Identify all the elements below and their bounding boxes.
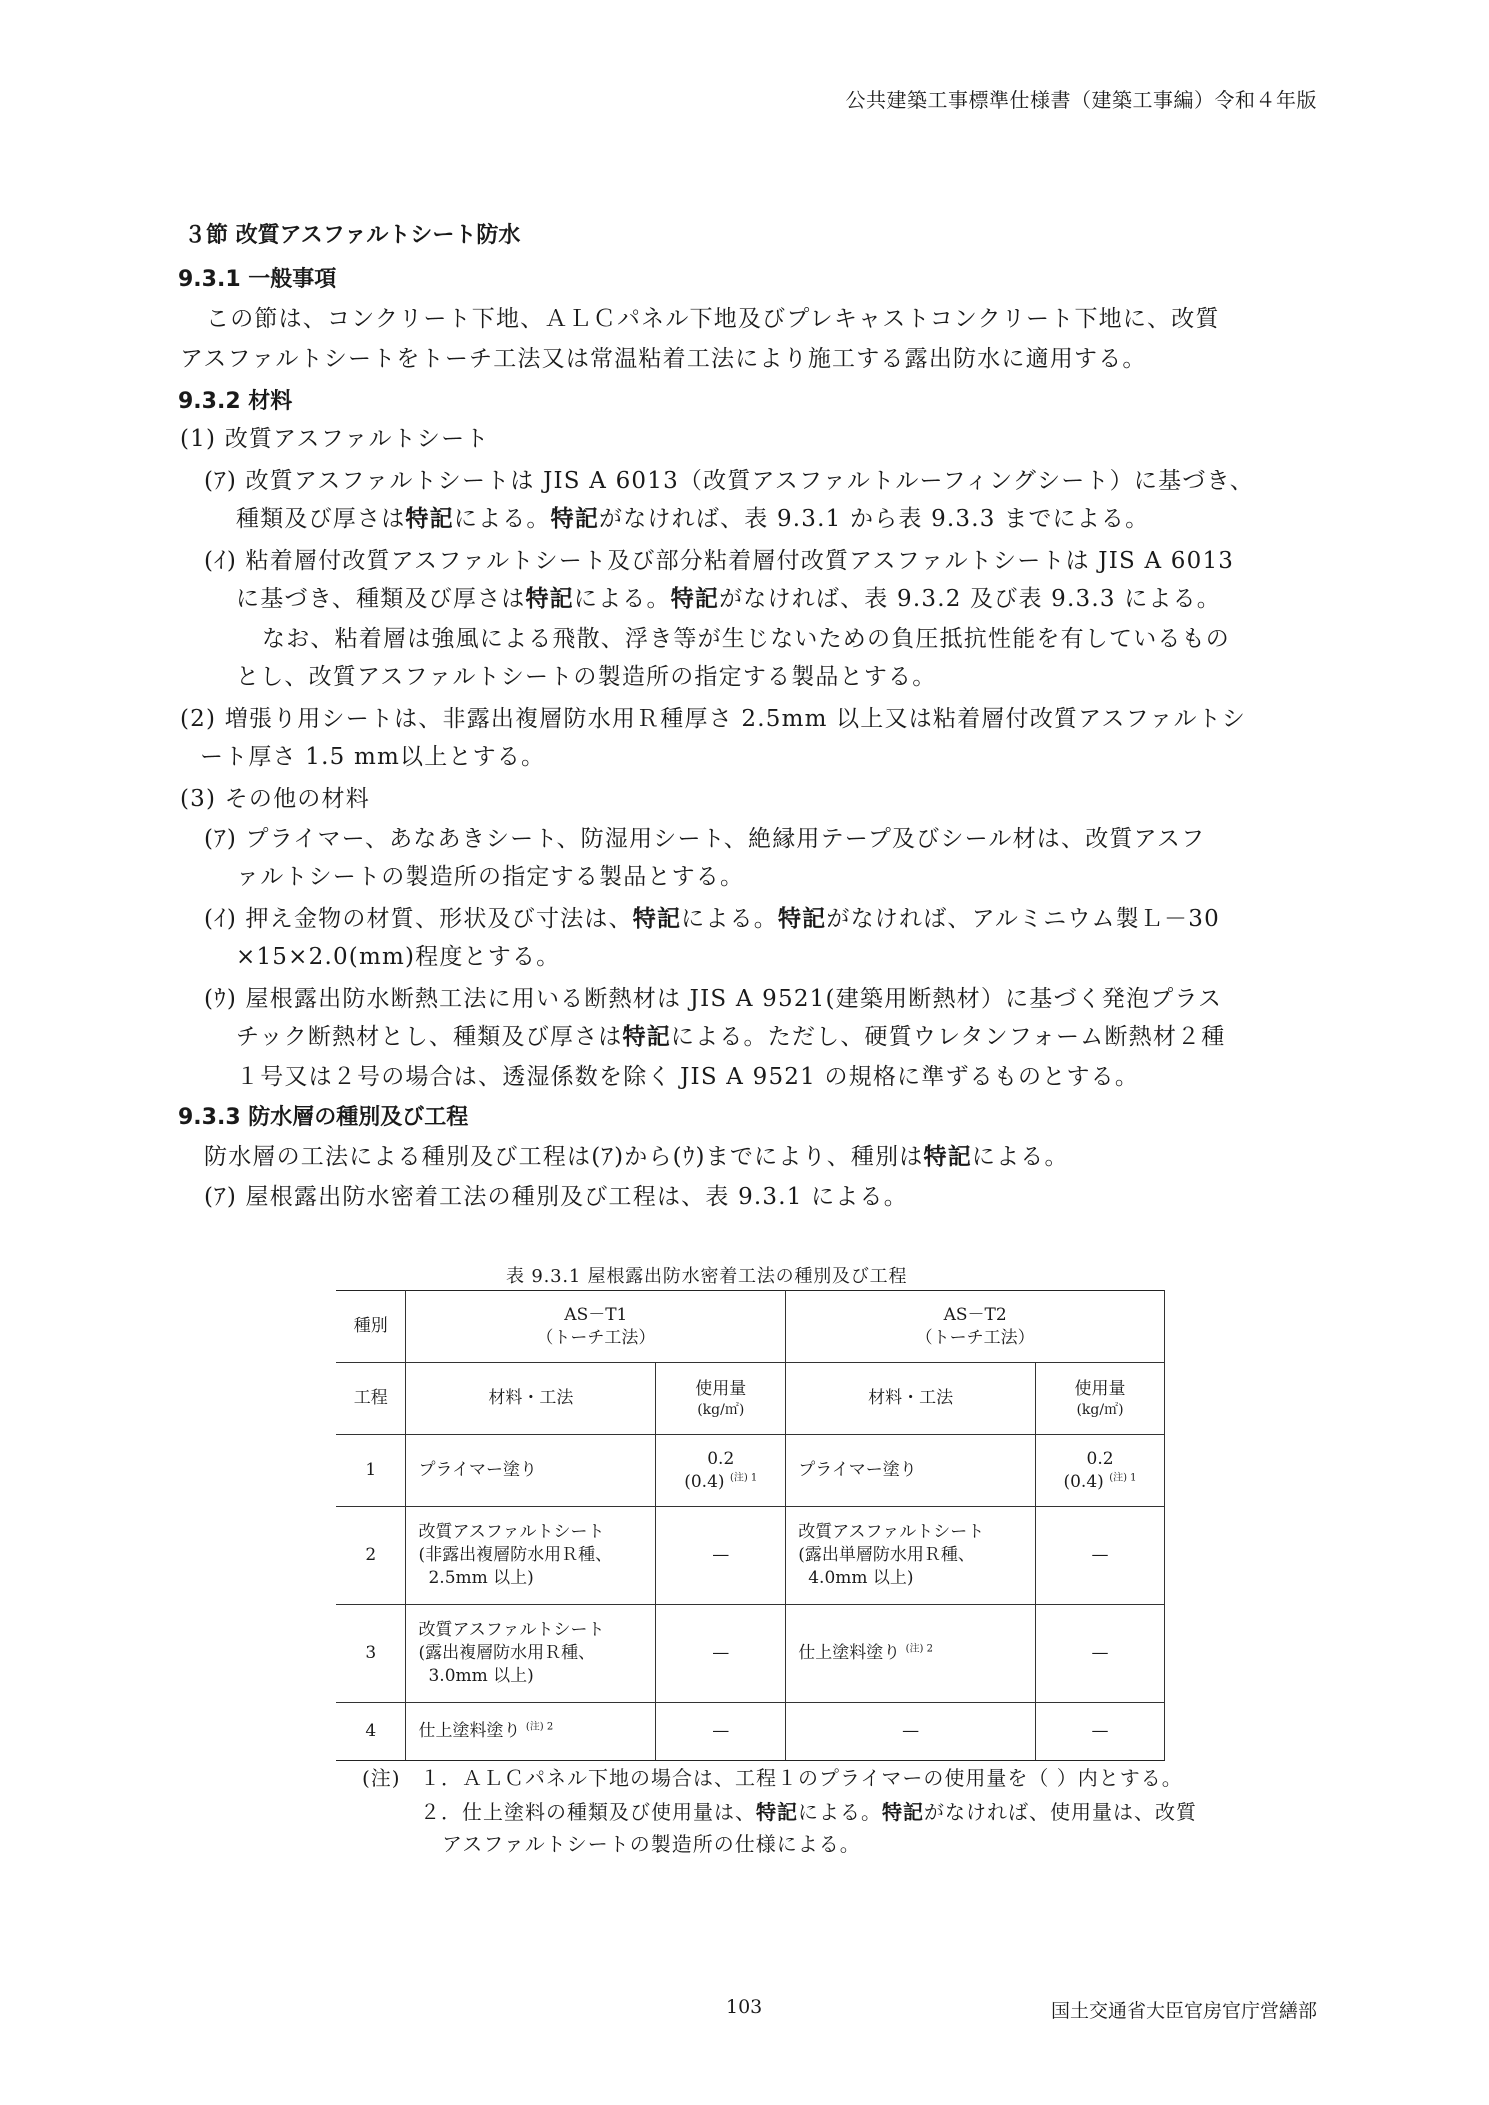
process-table xyxy=(336,1290,1165,1761)
table-row: 4 仕上塗料塗り $^{(注) 2}$ — — — xyxy=(336,1703,1165,1761)
table-row: 2 改質アスファルトシート (非露出複層防水用Ｒ種、 2.5mm 以上) — 改質アスファルトシート (露出単層防水用Ｒ種、 4.0mm 以上) — xyxy=(336,1507,1165,1605)
table-row: 3 改質アスファルトシート (露出複層防水用Ｒ種、 3.0mm 以上) — 仕上塗料塗り $^{(注) 2}$ — xyxy=(336,1605,1165,1703)
paragraph-line: ×15×2.0(mm)程度とする。 xyxy=(236,944,561,970)
table-header-row xyxy=(336,1291,1165,1363)
paragraph-line: とし、改質アスファルトシートの製造所の指定する製品とする。 xyxy=(236,664,937,690)
paragraph-line: チック断熱材とし、種類及び厚さは特記による。ただし、硬質ウレタンフォーム断熱材２種 xyxy=(236,1024,1226,1050)
paragraph-line: １号又は２号の場合は、透湿係数を除く JIS A 9521 の規格に準ずるものとする。 xyxy=(236,1064,1140,1090)
section-title: ３節 改質アスファルトシート防水 xyxy=(184,223,521,248)
list-item: (3) その他の材料 xyxy=(180,786,370,812)
list-item: (ｲ) 粘着層付改質アスファルトシート及び部分粘着層付改質アスファルトシートは JIS A 6013 xyxy=(204,548,1235,574)
paragraph-line: この節は、コンクリート下地、ＡＬＣパネル下地及びプレキャストコンクリート下地に、改質 xyxy=(206,306,1220,332)
notes-label: (注) xyxy=(362,1766,401,1790)
footer-organization: 国土交通省大臣官房官庁営繕部 xyxy=(1050,2000,1317,2022)
heading-9-3-1: 9.3.1 一般事項 xyxy=(178,267,337,292)
paragraph-line: アスファルトシートをトーチ工法又は常温粘着工法により施工する露出防水に適用する。 xyxy=(180,346,1147,372)
header-as-t2: AS－T2 （トーチ工法） xyxy=(786,1291,1165,1363)
paragraph-line: ァルトシートの製造所の指定する製品とする。 xyxy=(236,864,745,890)
paragraph-line: に基づき、種類及び厚さは特記による。特記がなければ、表 9.3.2 及び表 9.3.3 による。 xyxy=(236,586,1221,612)
note-2-continued: アスファルトシートの製造所の仕様による。 xyxy=(442,1832,861,1856)
paragraph-line: 種類及び厚さは特記による。特記がなければ、表 9.3.1 から表 9.3.3 までによる。 xyxy=(236,506,1150,532)
paragraph-line: ート厚さ 1.5 mm以上とする。 xyxy=(200,744,546,770)
table-row: 1 プライマー塗り 0.2 (0.4) $^{(注) 1}$ プライマー塗り 0.2 (0.4) $^{(注) 1}$ xyxy=(336,1435,1165,1507)
list-item: (2) 増張り用シートは、非露出複層防水用Ｒ種厚さ 2.5mm 以上又は粘着層付改質アスファルトシ xyxy=(180,706,1247,732)
paragraph-line: なお、粘着層は強風による飛散、浮き等が生じないための負圧抵抗性能を有しているもの xyxy=(262,626,1230,652)
page-number: 103 xyxy=(726,1996,763,2018)
page-header: 公共建築工事標準仕様書（建築工事編）令和４年版 xyxy=(845,88,1317,112)
heading-9-3-3: 9.3.3 防水層の種別及び工程 xyxy=(178,1105,469,1130)
list-item: (1) 改質アスファルトシート xyxy=(180,426,490,452)
table-subheader-row xyxy=(336,1363,1165,1435)
note-1: １．ＡＬＣパネル下地の場合は、工程１のプライマーの使用量を（ ）内とする。 xyxy=(420,1766,1183,1790)
table-caption: 表 9.3.1 屋根露出防水密着工法の種別及び工程 xyxy=(506,1266,908,1287)
list-item: (ｳ) 屋根露出防水断熱工法に用いる断熱材は JIS A 9521(建築用断熱材）に基づく発泡プラス xyxy=(204,986,1223,1012)
header-type: 種別 xyxy=(336,1291,406,1363)
header-material-2: 材料・工法 xyxy=(786,1363,1036,1435)
header-amount-2: 使用量 (kg/㎡) xyxy=(1036,1363,1165,1435)
list-item: (ｱ) 改質アスファルトシートは JIS A 6013（改質アスファルトルーフィングシート）に基づき、 xyxy=(204,468,1254,494)
list-item: (ｱ) 屋根露出防水密着工法の種別及び工程は、表 9.3.1 による。 xyxy=(204,1184,908,1210)
header-material-1: 材料・工法 xyxy=(406,1363,656,1435)
paragraph-line: 防水層の工法による種別及び工程は(ｱ)から(ｳ)までにより、種別は特記による。 xyxy=(204,1144,1069,1170)
heading-9-3-2: 9.3.2 材料 xyxy=(178,389,293,414)
header-amount-1: 使用量 (kg/㎡) xyxy=(656,1363,786,1435)
note-2: ２．仕上塗料の種類及び使用量は、特記による。特記がなければ、使用量は、改質 xyxy=(420,1800,1197,1824)
list-item: (ｲ) 押え金物の材質、形状及び寸法は、特記による。特記がなければ、アルミニウム製Ｌ－30 xyxy=(204,906,1220,932)
list-item: (ｱ) プライマー、あなあきシート、防湿用シート、絶縁用テープ及びシール材は、改質アスフ xyxy=(204,826,1206,852)
header-as-t1: AS－T1 （トーチ工法） xyxy=(406,1291,786,1363)
header-step: 工程 xyxy=(336,1363,406,1435)
